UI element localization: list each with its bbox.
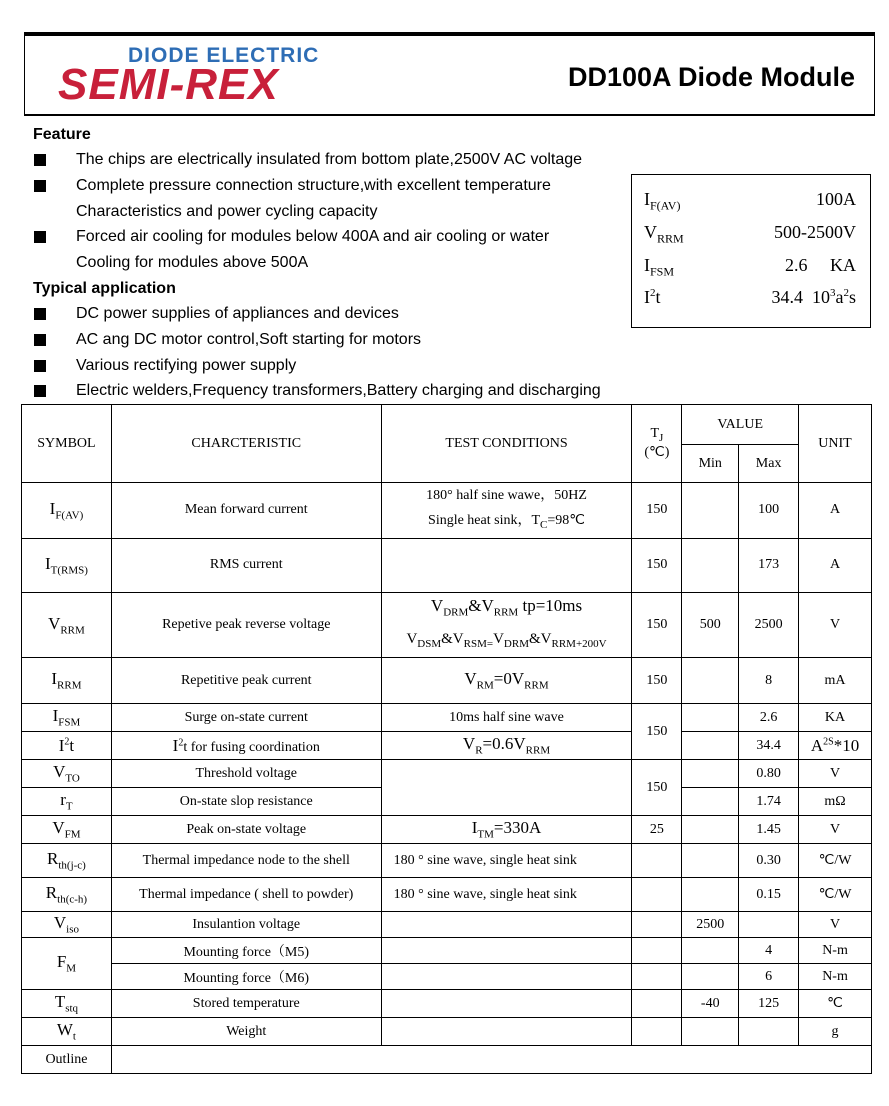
row-min	[682, 788, 739, 816]
bullet-icon	[34, 154, 46, 166]
row-symbol: $V_{FM}$	[22, 816, 112, 844]
row-max: 8	[739, 658, 799, 704]
row-min: -40	[682, 990, 739, 1018]
row-max: 0.80	[739, 760, 799, 788]
row-characteristic: Insulantion voltage	[111, 912, 381, 938]
table-row	[22, 1018, 872, 1046]
bullet-icon	[34, 180, 46, 192]
row-unit: ℃/W	[799, 844, 872, 878]
table-row	[22, 483, 872, 539]
row-characteristic: On-state slop resistance	[111, 788, 381, 816]
row-min	[682, 938, 739, 964]
row-symbol: Outline	[22, 1046, 112, 1074]
table-row	[22, 704, 872, 732]
row-test-condition	[381, 964, 632, 990]
row-symbol: $V_{TO}$	[22, 760, 112, 788]
row-characteristic: Peak on-state voltage	[111, 816, 381, 844]
bullet-icon	[34, 334, 46, 346]
row-min: 2500	[682, 912, 739, 938]
table-row	[22, 816, 872, 844]
row-min	[682, 538, 739, 592]
row-symbol: $I_{T(RMS)}$	[22, 538, 112, 592]
row-max: 2.6	[739, 704, 799, 732]
row-tj	[632, 912, 682, 938]
bullet-icon	[34, 308, 46, 320]
table-row	[22, 760, 872, 788]
row-tj	[632, 878, 682, 912]
outline-cell	[111, 1046, 871, 1074]
row-characteristic: $I^2t$ for fusing coordination	[111, 732, 381, 760]
spec-symbol: $I_{F(AV)}$	[644, 189, 681, 213]
row-unit: KA	[799, 704, 872, 732]
row-characteristic: Mean forward current	[111, 483, 381, 539]
header-right-border	[874, 36, 875, 114]
feature-item: Complete pressure connection structure,with excellent temperature	[76, 177, 551, 194]
row-tj: 150	[632, 760, 682, 816]
row-test-condition: 180 ° sine wave, single heat sink	[381, 844, 632, 878]
row-max: 1.45	[739, 816, 799, 844]
row-min	[682, 878, 739, 912]
row-max: 1.74	[739, 788, 799, 816]
table-row	[22, 964, 872, 990]
row-max	[739, 1018, 799, 1046]
row-unit: ℃/W	[799, 878, 872, 912]
row-test-condition: 10ms half sine wave	[381, 704, 632, 732]
row-max: 0.30	[739, 844, 799, 878]
row-max: 6	[739, 964, 799, 990]
row-tj	[632, 938, 682, 964]
row-symbol: $V_{RRM}$	[22, 592, 112, 657]
row-unit: A	[799, 538, 872, 592]
row-test-condition: 180° half sine wawe，50HZ Single heat sink，$T_C=98℃$	[381, 483, 632, 539]
row-test-condition: $V_R=0.6V_{RRM}$	[381, 732, 632, 760]
row-max: 2500	[739, 592, 799, 657]
table-row	[22, 1046, 872, 1074]
row-characteristic: Thermal impedance ( shell to powder)	[111, 878, 381, 912]
row-tj: 150	[632, 538, 682, 592]
row-symbol: $V_{iso}$	[22, 912, 112, 938]
table-row	[22, 912, 872, 938]
row-test-condition	[381, 760, 632, 816]
feature-heading: Feature	[33, 126, 91, 143]
row-max: 34.4	[739, 732, 799, 760]
row-characteristic: Thermal impedance node to the shell	[111, 844, 381, 878]
row-symbol: $I_{RRM}$	[22, 658, 112, 704]
header-symbol: SYMBOL	[22, 405, 112, 483]
row-tj	[632, 1018, 682, 1046]
table-row	[22, 538, 872, 592]
spec-row	[644, 222, 856, 252]
row-tj	[632, 990, 682, 1018]
spec-row	[644, 287, 856, 317]
row-unit: V	[799, 816, 872, 844]
spec-value: 100A	[816, 189, 856, 209]
row-min	[682, 732, 739, 760]
row-test-condition: 180 ° sine wave, single heat sink	[381, 878, 632, 912]
table-row	[22, 844, 872, 878]
row-max: 4	[739, 938, 799, 964]
header-characteristic: CHARCTERISTIC	[111, 405, 381, 483]
row-test-condition: $V_{RM}=0V_{RRM}$	[381, 658, 632, 704]
row-characteristic: Weight	[111, 1018, 381, 1046]
key-specs-box	[631, 174, 871, 328]
document-header	[24, 32, 875, 116]
spec-row	[644, 189, 856, 219]
header-max: Max	[739, 445, 799, 483]
row-min	[682, 816, 739, 844]
row-min	[682, 760, 739, 788]
row-max: 173	[739, 538, 799, 592]
row-unit: V	[799, 760, 872, 788]
header-unit: UNIT	[799, 405, 872, 483]
table-row	[22, 732, 872, 760]
row-test-condition: $V_{DRM}\&V_{RRM}$ tp=10ms $V_{DSM}\&V_{RSM=}V_{DRM}\&V_{RRM+200V}$	[381, 592, 632, 657]
spec-value: 34.4 $10^3a^2s$	[771, 287, 856, 307]
row-min	[682, 964, 739, 990]
table-row	[22, 990, 872, 1018]
row-characteristic: Stored temperature	[111, 990, 381, 1018]
row-max: 100	[739, 483, 799, 539]
feature-item: The chips are electrically insulated from bottom plate,2500V AC voltage	[76, 151, 583, 168]
row-tj: 150	[632, 658, 682, 704]
feature-item: Forced air cooling for modules below 400A and air cooling or water	[76, 228, 550, 245]
row-test-condition: $I_{TM}=330A$	[381, 816, 632, 844]
characteristics-table	[21, 404, 872, 1074]
table-header-row	[22, 405, 872, 445]
header-left-border	[24, 36, 25, 114]
row-min: 500	[682, 592, 739, 657]
row-unit: ℃	[799, 990, 872, 1018]
row-characteristic: Surge on-state current	[111, 704, 381, 732]
row-characteristic: Mounting force（M5)	[111, 938, 381, 964]
feature-item-continued: Characteristics and power cycling capacity	[76, 203, 378, 220]
bullet-icon	[34, 385, 46, 397]
row-characteristic: Repetive peak reverse voltage	[111, 592, 381, 657]
row-test-condition	[381, 1018, 632, 1046]
spec-row	[644, 255, 856, 285]
row-symbol: $F_M$	[22, 938, 112, 990]
row-symbol: $I^2t$	[22, 732, 112, 760]
row-symbol: $R_{th(c-h)}$	[22, 878, 112, 912]
row-max: 125	[739, 990, 799, 1018]
row-test-condition	[381, 990, 632, 1018]
row-unit: V	[799, 912, 872, 938]
row-symbol: $r_T$	[22, 788, 112, 816]
row-tj: 25	[632, 816, 682, 844]
row-max: 0.15	[739, 878, 799, 912]
application-item: Various rectifying power supply	[76, 357, 297, 374]
header-min: Min	[682, 445, 739, 483]
table-row	[22, 592, 872, 657]
header-tj: $T_J$ (℃)	[632, 405, 682, 483]
row-symbol: $W_t$	[22, 1018, 112, 1046]
row-test-condition	[381, 912, 632, 938]
row-symbol: $I_{F(AV)}$	[22, 483, 112, 539]
table-row	[22, 938, 872, 964]
table-row	[22, 878, 872, 912]
row-min	[682, 844, 739, 878]
row-min	[682, 704, 739, 732]
row-max	[739, 912, 799, 938]
logo-wordmark: SEMI-REX	[58, 60, 279, 109]
feature-item-continued: Cooling for modules above 500A	[76, 254, 309, 271]
row-symbol: $R_{th(j-c)}$	[22, 844, 112, 878]
application-item: AC ang DC motor control,Soft starting for motors	[76, 331, 422, 348]
spec-value: 500-2500V	[774, 222, 856, 242]
row-characteristic: Repetitive peak current	[111, 658, 381, 704]
logo-tagline: DIODE ELECTRIC	[128, 44, 320, 67]
application-item: Electric welders,Frequency transformers,Battery charging and discharging	[76, 382, 601, 399]
document-title: DD100A Diode Module	[567, 62, 855, 92]
row-tj: 150	[632, 592, 682, 657]
row-test-condition	[381, 938, 632, 964]
spec-value: 2.6 KA	[785, 255, 856, 275]
row-unit: N-m	[799, 964, 872, 990]
header-value: VALUE	[682, 405, 799, 445]
row-tj: 150	[632, 483, 682, 539]
spec-symbol: $I_{FSM}$	[644, 255, 675, 279]
row-unit: A	[799, 483, 872, 539]
row-tj: 150	[632, 704, 682, 760]
row-unit: N-m	[799, 938, 872, 964]
row-tj	[632, 964, 682, 990]
row-symbol: $I_{FSM}$	[22, 704, 112, 732]
row-characteristic: Threshold voltage	[111, 760, 381, 788]
table-row	[22, 658, 872, 704]
row-min	[682, 483, 739, 539]
row-unit: mΩ	[799, 788, 872, 816]
header-test-conditions: TEST CONDITIONS	[381, 405, 632, 483]
application-heading: Typical application	[33, 280, 176, 297]
row-unit: V	[799, 592, 872, 657]
row-symbol: $T_{stq}$	[22, 990, 112, 1018]
row-test-condition	[381, 538, 632, 592]
bullet-icon	[34, 360, 46, 372]
row-unit: g	[799, 1018, 872, 1046]
row-characteristic: Mounting force（M6)	[111, 964, 381, 990]
bullet-icon	[34, 231, 46, 243]
row-min	[682, 1018, 739, 1046]
row-characteristic: RMS current	[111, 538, 381, 592]
row-tj	[632, 844, 682, 878]
row-unit: mA	[799, 658, 872, 704]
row-min	[682, 658, 739, 704]
application-item: DC power supplies of appliances and devices	[76, 305, 399, 322]
spec-symbol: $V_{RRM}$	[644, 222, 684, 246]
row-unit: $A^{2S}*10$	[799, 732, 872, 760]
spec-symbol: $I^2t$	[644, 287, 661, 307]
